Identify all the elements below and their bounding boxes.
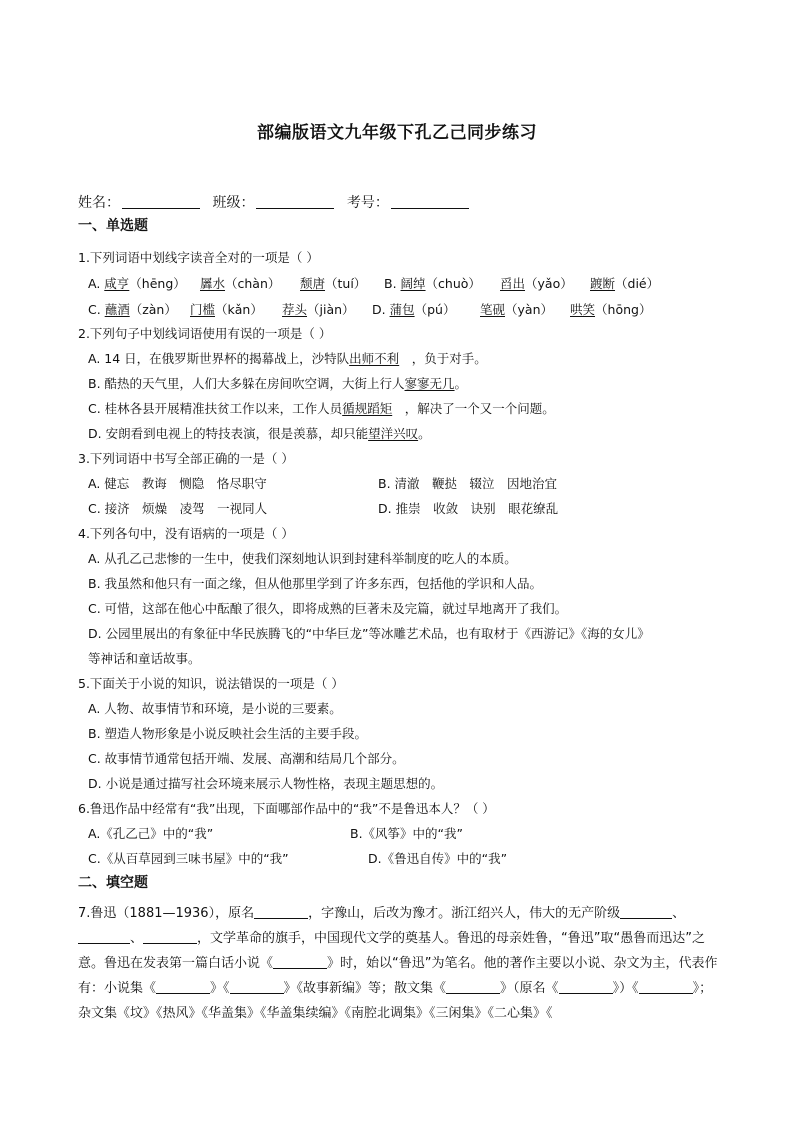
underlined-word: 颓唐 (300, 276, 326, 291)
option-text: D. 安朗看到电视上的特技表演，很是羡慕，却只能 (88, 426, 369, 441)
option-text: ，负于对手。 (399, 351, 487, 366)
fill-blank[interactable] (78, 929, 130, 944)
pinyin: （yǎo） (525, 276, 573, 291)
class-blank[interactable] (256, 194, 334, 209)
fill-blank[interactable] (559, 979, 613, 994)
underlined-word: 寥寥无几 (404, 376, 455, 391)
name-blank[interactable] (122, 194, 200, 209)
q6-option-b: B.《风筝》中的“我” (350, 826, 464, 841)
class-label: 班级： (212, 195, 255, 211)
q4-option-d-cont: 等神话和童话故事。 (88, 651, 201, 666)
page-title: 部编版语文九年级下孔乙己同步练习 (257, 123, 537, 143)
q3-option-a: A. 健忘 教诲 恻隐 恪尽职守 (88, 476, 267, 491)
paragraph-text: 》时，始以“鲁迅”为笔名。他的著作主要以小说、杂文为主，代表作有：小说集《 (78, 956, 718, 996)
fill-blank[interactable] (156, 979, 210, 994)
paragraph-text: 》《 (210, 981, 230, 996)
pinyin: （chàn） (225, 276, 281, 291)
q1-row2-item (190, 300, 263, 318)
q5-option-c: C. 故事情节通常包括开端、发展、高潮和结局几个部分。 (88, 751, 405, 766)
pinyin: （zàn） (129, 302, 177, 317)
paragraph-text: 》《故事新编》等；散文集《 (283, 981, 447, 996)
item-prefix: C. (88, 302, 105, 317)
q5-option-b: B. 塑造人物形象是小说反映社会生活的主要手段。 (88, 726, 368, 741)
pinyin: （yàn） (505, 302, 553, 317)
paragraph-text: 7.鲁迅（1881—1936），原名 (78, 906, 255, 921)
paragraph-text: 》）《 (612, 981, 639, 996)
underlined-word: 哄笑 (570, 302, 596, 317)
underlined-word: 蘸酒 (104, 302, 130, 317)
pinyin: （chuò） (425, 276, 481, 291)
paragraph-text: 、 (130, 931, 144, 946)
pinyin: （hōng） (595, 302, 652, 317)
fill-blank[interactable] (639, 979, 693, 994)
underlined-word: 舀出 (500, 276, 526, 291)
pinyin: （hēng） (129, 276, 186, 291)
section-heading-fill-in: 二、填空题 (78, 875, 148, 891)
underlined-word: 荐头 (282, 302, 308, 317)
option-text: 。 (418, 426, 431, 441)
q1-row2-item (88, 300, 177, 318)
q5-option-d: D. 小说是通过描写社会环境来展示人物性格，表现主题思想的。 (88, 776, 444, 791)
q1-row2-item (282, 300, 355, 318)
q1-row2-item (480, 300, 553, 318)
q6-option-a: A.《孔乙己》中的“我” (88, 826, 214, 841)
underlined-word: 循规蹈矩 (342, 401, 393, 416)
q1-row2-item (570, 300, 651, 318)
q1-row1-item (200, 274, 280, 292)
q1-row1-item (384, 274, 481, 292)
q3-option-b: B. 清澈 鞭挞 辍泣 因地治宜 (378, 476, 558, 491)
paragraph-text: 、 (672, 906, 686, 921)
paragraph-text: ，文学革命的旗手，中国现代文学的奠基人。鲁迅的母亲姓鲁，“鲁迅”取“愚鲁而迅达”之意。鲁迅在发表第一篇白话小说《 (78, 931, 705, 971)
underlined-word: 出师不利 (349, 351, 400, 366)
fill-blank[interactable] (230, 979, 284, 994)
fill-blank[interactable] (254, 904, 308, 919)
question-1-stem: 1.下列词语中划线字读音全对的一项是（ ） (78, 250, 319, 265)
item-prefix: D. (372, 302, 390, 317)
q1-row1-item (88, 274, 186, 292)
q4-option-d: D. 公园里展出的有象征中华民族腾飞的“中华巨龙”等冰雕艺术品，也有取材于《西游记》《海的女儿》 (88, 626, 650, 641)
q2-option-a (88, 349, 487, 367)
q6-option-c: C.《从百草园到三味书屋》中的“我” (88, 851, 289, 866)
q2-option-c (88, 399, 555, 417)
paragraph-text: 》（原名《 (500, 981, 559, 996)
underlined-word: 笔砚 (480, 302, 506, 317)
q4-option-a: A. 从孔乙己悲惨的一生中，使我们深刻地认识到封建科举制度的吃人的本质。 (88, 551, 517, 566)
q1-row1-item (590, 274, 659, 292)
fill-blank[interactable] (143, 929, 197, 944)
q4-option-b: B. 我虽然和他只有一面之缘，但从他那里学到了许多东西，包括他的学识和人品。 (88, 576, 543, 591)
pinyin: （kǎn） (215, 302, 263, 317)
paragraph-text: 》；杂文集《坟》《热风》《华盖集》《华盖集续编》《南腔北调集》《三闲集》《二心集》《 (78, 981, 713, 1021)
name-label: 姓名： (78, 195, 120, 211)
pinyin: （dié） (615, 276, 660, 291)
fill-blank[interactable] (620, 904, 672, 919)
q3-option-c: C. 接济 烦燥 凌驾 一视同人 (88, 501, 268, 516)
underlined-word: 望洋兴叹 (368, 426, 419, 441)
id-label: 考号： (346, 195, 389, 211)
q5-option-a: A. 人物、故事情节和环境，是小说的三要素。 (88, 701, 342, 716)
pinyin: （jiàn） (307, 302, 355, 317)
option-text: 。 (454, 376, 468, 391)
section-heading-single-choice: 一、单选题 (78, 218, 148, 234)
question-7-paragraph (78, 901, 718, 1026)
underlined-word: 羼水 (200, 276, 226, 291)
option-text: B. 酷热的天气里，人们大多躲在房间吹空调，大街上行人 (88, 376, 405, 391)
underlined-word: 咸亨 (104, 276, 130, 291)
item-prefix: B. (384, 276, 401, 291)
q2-option-d (88, 424, 431, 442)
underlined-word: 阔绰 (400, 276, 426, 291)
fill-blank[interactable] (446, 979, 500, 994)
option-text: C. 桂林各县开展精准扶贫工作以来，工作人员 (88, 401, 343, 416)
paragraph-text: ，字豫山，后改为豫才。浙江绍兴人，伟大的无产阶级 (308, 906, 621, 921)
fill-blank[interactable] (273, 954, 327, 969)
question-6-stem: 6.鲁迅作品中经常有“我”出现，下面哪部作品中的“我”不是鲁迅本人？（ ） (78, 801, 495, 816)
underlined-word: 蒲包 (389, 302, 415, 317)
underlined-word: 门槛 (190, 302, 216, 317)
q1-row2-item (372, 300, 455, 318)
q6-option-d: D.《鲁迅自传》中的“我” (368, 851, 508, 866)
pinyin: （tuí） (325, 276, 367, 291)
id-blank[interactable] (391, 194, 469, 209)
option-text: A. 14 日，在俄罗斯世界杯的揭幕战上，沙特队 (88, 351, 350, 366)
q2-option-b (88, 374, 467, 392)
question-4-stem: 4.下列各句中，没有语病的一项是（ ） (78, 526, 294, 541)
pinyin: （pú） (414, 302, 456, 317)
option-text: ，解决了一个又一个问题。 (392, 401, 555, 416)
q1-row1-item (300, 274, 366, 292)
q1-row1-item (500, 274, 573, 292)
item-prefix: A. (88, 276, 105, 291)
q4-option-c: C. 可惜，这部在他心中酝酿了很久，即将成熟的巨著未及完篇，就过早地离开了我们。 (88, 601, 568, 616)
q3-option-d: D. 推崇 收敛 诀别 眼花缭乱 (378, 501, 559, 516)
question-3-stem: 3.下列词语中书写全部正确的一是（ ） (78, 451, 294, 466)
question-2-stem: 2.下列句子中划线词语使用有误的一项是（ ） (78, 326, 332, 341)
underlined-word: 踱断 (590, 276, 616, 291)
student-info-row (78, 192, 477, 212)
question-5-stem: 5.下面关于小说的知识，说法错误的一项是（ ） (78, 676, 344, 691)
